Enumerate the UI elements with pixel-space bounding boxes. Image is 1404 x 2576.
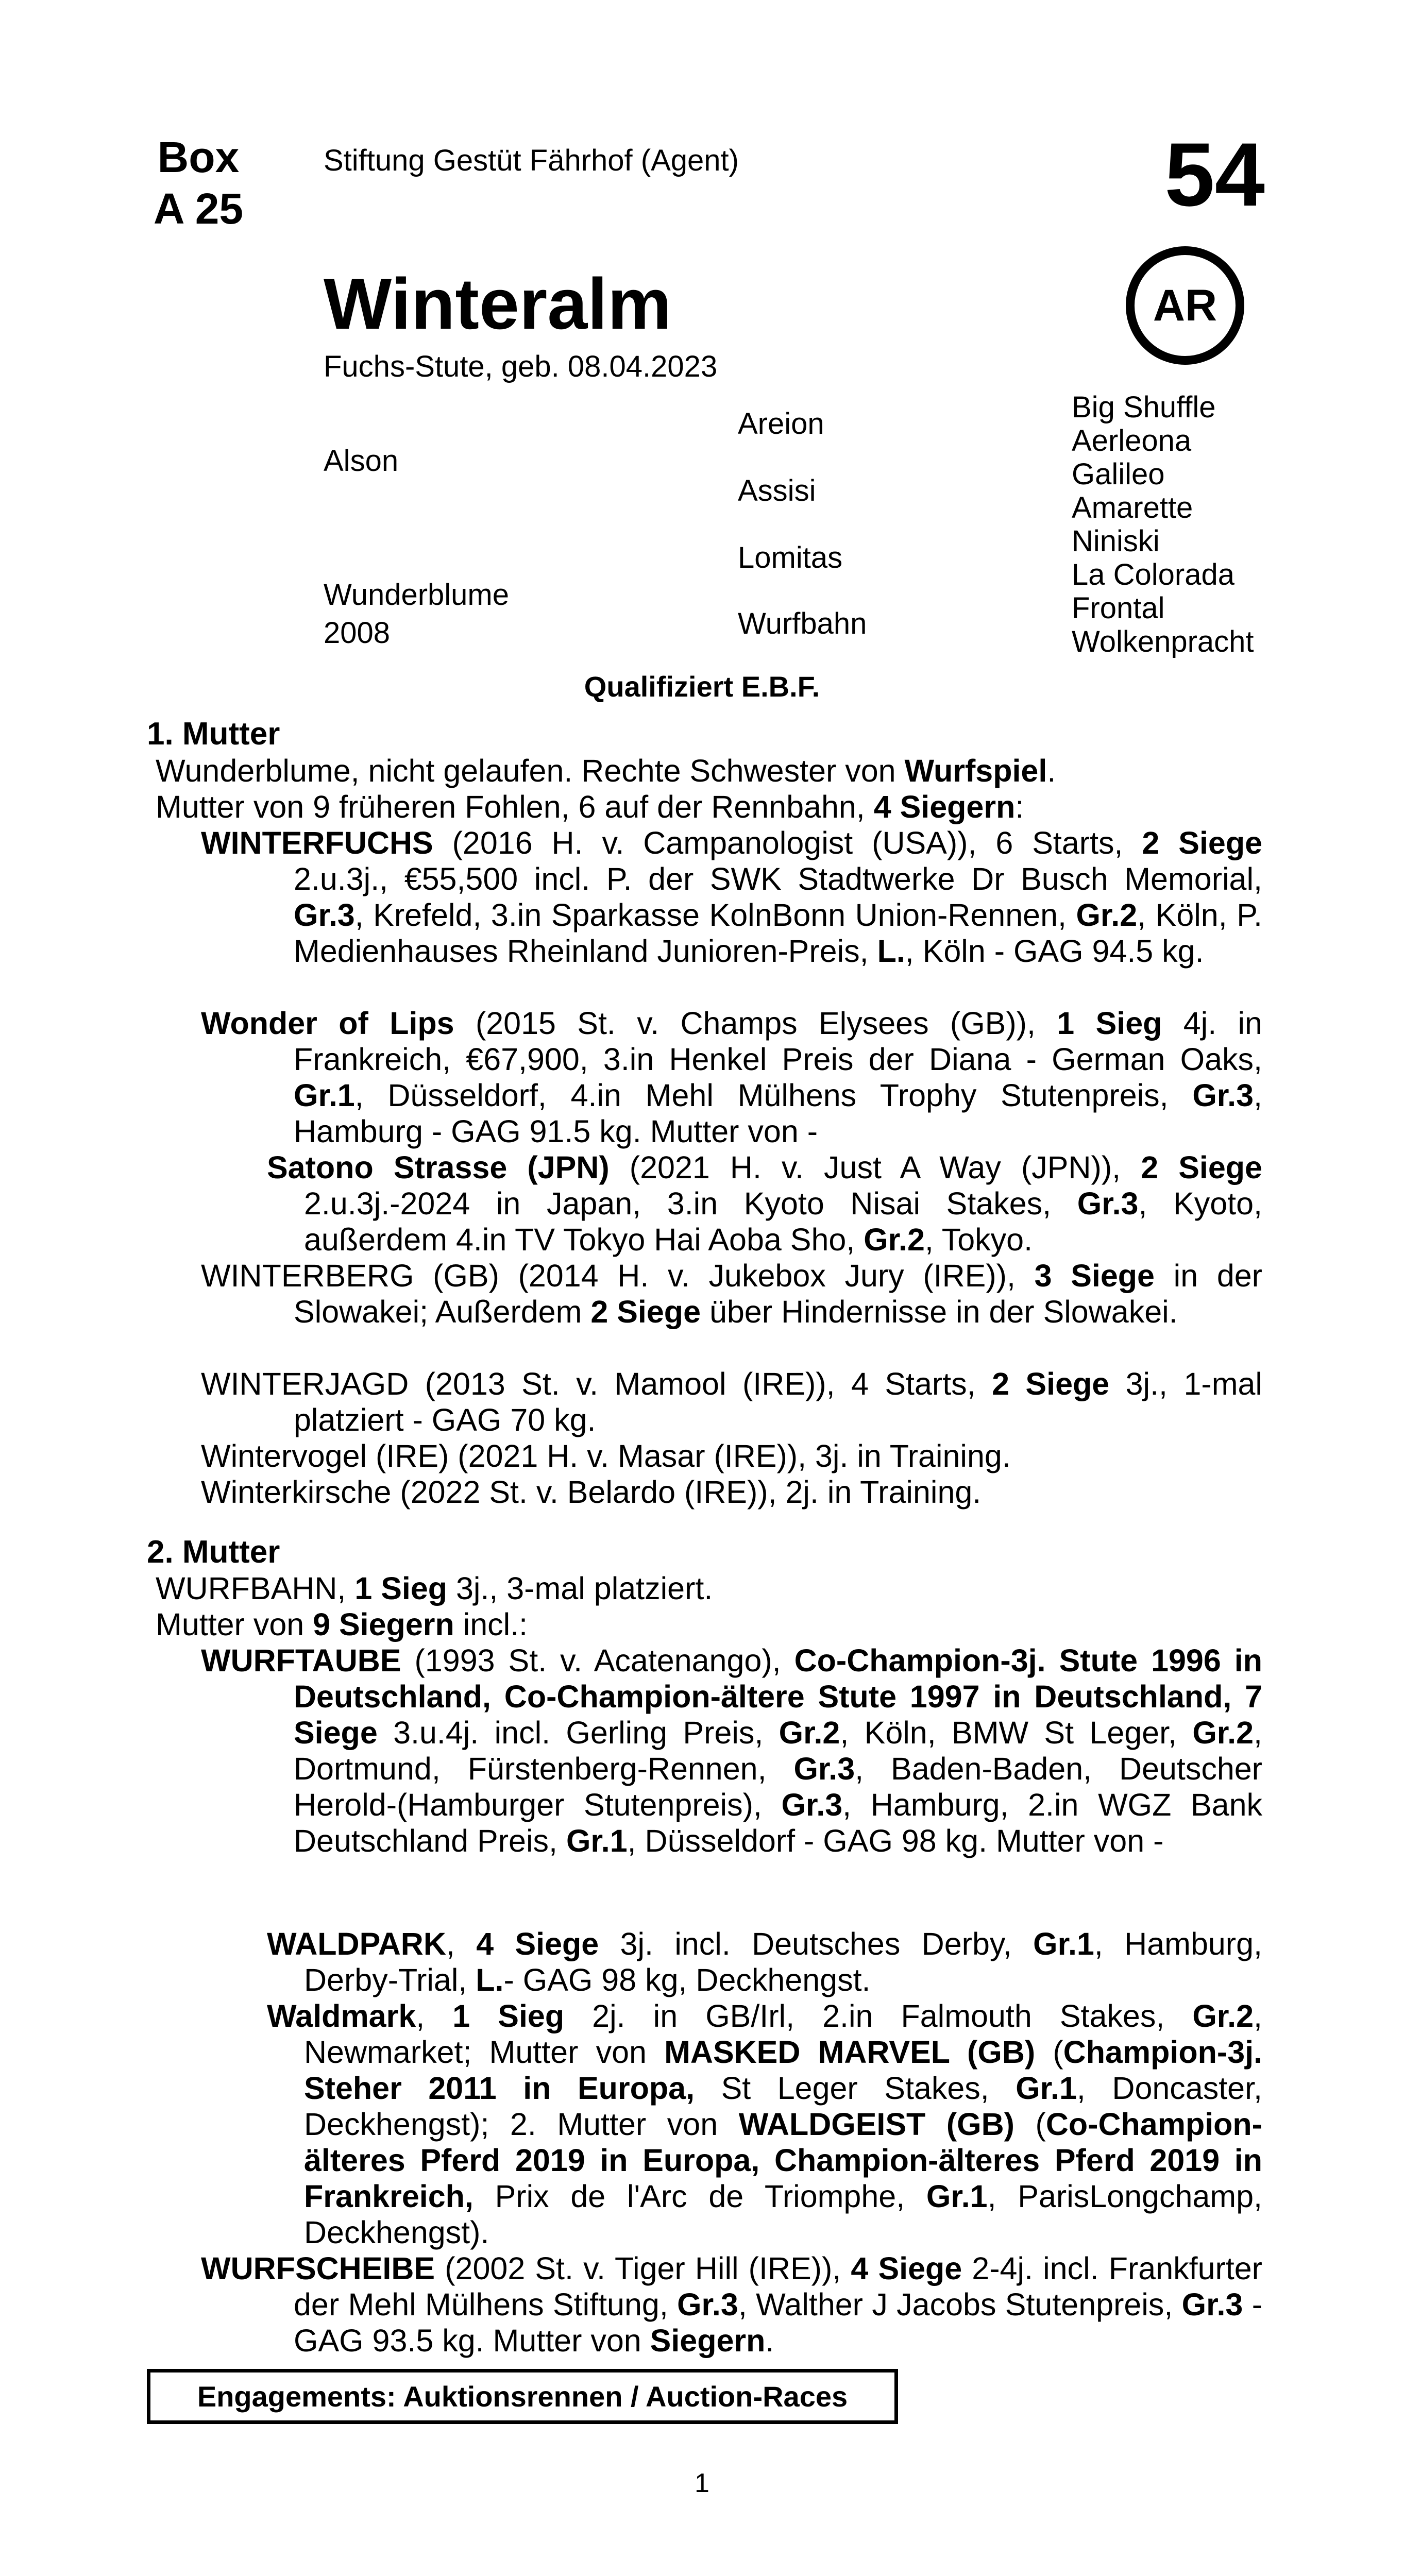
pedigree-great-grandparent: Frontal xyxy=(1072,591,1165,625)
section-heading-first-dam: 1. Mutter xyxy=(147,716,280,752)
pedigree-great-grandparent: Wolkenpracht xyxy=(1072,625,1254,658)
horse-description: Fuchs-Stute, geb. 08.04.2023 xyxy=(324,350,718,383)
pedigree-great-grandparent: Niniski xyxy=(1072,524,1160,558)
offspring-entry-waldpark: WALDPARK, 4 Siege 3j. incl. Deutsches Derby, Gr.1, Hamburg, Derby-Trial, L.- GAG 98 kg, Deckhengst. xyxy=(267,1926,1262,1997)
pedigree-great-grandparent: Amarette xyxy=(1072,491,1193,524)
ar-badge-text: AR xyxy=(1153,280,1217,330)
offspring-entry-winterberg: WINTERBERG (GB) (2014 H. v. Jukebox Jury (IRE)), 3 Siege in der Slowakei; Außerdem 2 Siege über Hindernisse in der Slowakei. xyxy=(201,1258,1262,1329)
offspring-entry-winterjagd: WINTERJAGD (2013 St. v. Mamool (IRE)), 4 Starts, 2 Siege 3j., 1-mal platziert - GAG 70 kg. xyxy=(201,1366,1262,1437)
first-dam-offspring-summary: Mutter von 9 früheren Fohlen, 6 auf der Rennbahn, 4 Siegern: xyxy=(156,789,1024,824)
second-dam-intro: WURFBAHN, 1 Sieg 3j., 3-mal platziert. xyxy=(156,1571,713,1606)
pedigree-grandparent: Assisi xyxy=(738,474,816,507)
lot-number: 54 xyxy=(1164,125,1265,225)
pedigree-grandparent: Areion xyxy=(738,407,824,440)
agent-name: Stiftung Gestüt Fährhof (Agent) xyxy=(324,144,739,177)
qualification-note: Qualifiziert E.B.F. xyxy=(584,670,820,703)
offspring-entry-waldmark: Waldmark, 1 Sieg 2j. in GB/Irl, 2.in Falmouth Stakes, Gr.2, Newmarket; Mutter von MASKED MARVEL (GB) (Champion-3j. Steher 2011 in Europa, St Leger Stakes, Gr.1, Doncaster, Deckhengst); 2. Mutter von WALDGEIST (GB) (Co-Champion-älteres Pferd 2019 in Europa, Champion-älteres Pferd 2019 in Frankreich, Prix de l'Arc de Triomphe, Gr.1, ParisLongchamp, Deckhengst). xyxy=(267,1998,1263,2250)
offspring-entry-wonder-of-lips: Wonder of Lips (2015 St. v. Champs Elysees (GB)), 1 Sieg 4j. in Frankreich, €67,900, 3.in Henkel Preis der Diana - German Oaks, Gr.1, Düsseldorf, 4.in Mehl Mülhens Trophy Stutenpreis, Gr.3, Hamburg - GAG 91.5 kg. Mutter von - xyxy=(201,1006,1262,1149)
pedigree-grandparent: Wurfbahn xyxy=(738,607,867,640)
offspring-entry-satono-strasse: Satono Strasse (JPN) (2021 H. v. Just A Way (JPN)), 2 Siege 2.u.3j.-2024 in Japan, 3.in Kyoto Nisai Stakes, Gr.3, Kyoto, außerdem 4.in TV Tokyo Hai Aoba Sho, Gr.2, Tokyo. xyxy=(267,1150,1263,1257)
pedigree-great-grandparent: Galileo xyxy=(1072,457,1165,491)
pedigree-grandparent: Lomitas xyxy=(738,541,843,574)
page-number: 1 xyxy=(695,2468,709,2498)
pedigree-great-grandparent: Big Shuffle xyxy=(1072,391,1216,424)
second-dam-offspring-summary: Mutter von 9 Siegern incl.: xyxy=(156,1607,528,1642)
box-line-1: Box xyxy=(157,133,240,181)
offspring-entry-winterkirsche: Winterkirsche (2022 St. v. Belardo (IRE)), 2j. in Training. xyxy=(201,1475,982,1510)
engagements-text: Engagements: Auktionsrennen / Auction-Races xyxy=(197,2380,848,2413)
pedigree-sire: Alson xyxy=(324,444,399,478)
ar-badge-icon xyxy=(1126,246,1244,365)
pedigree-great-grandparent: Aerleona xyxy=(1072,424,1192,457)
box-label xyxy=(129,131,268,234)
box-line-2: A 25 xyxy=(153,184,244,233)
section-heading-second-dam: 2. Mutter xyxy=(147,1534,280,1570)
pedigree-dam-year: 2008 xyxy=(324,616,391,650)
horse-name: Winteralm xyxy=(324,263,672,344)
offspring-entry-wurfscheibe: WURFSCHEIBE (2002 St. v. Tiger Hill (IRE)), 4 Siege 2-4j. incl. Frankfurter der Mehl Mülhens Stiftung, Gr.3, Walther J Jacobs Stutenpreis, Gr.3 - GAG 93.5 kg. Mutter von Siegern. xyxy=(201,2251,1263,2358)
offspring-entry-wintervogel: Wintervogel (IRE) (2021 H. v. Masar (IRE)), 3j. in Training. xyxy=(201,1438,1011,1473)
pedigree-dam: Wunderblume xyxy=(324,578,510,612)
engagements-box xyxy=(147,2369,898,2424)
pedigree-great-grandparent: La Colorada xyxy=(1072,558,1234,591)
offspring-entry-wurftaube: WURFTAUBE (1993 St. v. Acatenango), Co-Champion-3j. Stute 1996 in Deutschland, Co-Champion-ältere Stute 1997 in Deutschland, 7 Siege 3.u.4j. incl. Gerling Preis, Gr.2, Köln, BMW St Leger, Gr.2, Dortmund, Fürstenberg-Rennen, Gr.3, Baden-Baden, Deutscher Herold-(Hamburger Stutenpreis), Gr.3, Hamburg, 2.in WGZ Bank Deutschland Preis, Gr.1, Düsseldorf - GAG 98 kg. Mutter von - xyxy=(201,1643,1262,1858)
offspring-entry-winterfuchs: WINTERFUCHS (2016 H. v. Campanologist (USA)), 6 Starts, 2 Siege 2.u.3j., €55,500 incl. P. der SWK Stadtwerke Dr Busch Memorial, Gr.3, Krefeld, 3.in Sparkasse KolnBonn Union-Rennen, Gr.2, Köln, P. Medienhauses Rheinland Junioren-Preis, L., Köln - GAG 94.5 kg. xyxy=(201,825,1262,969)
first-dam-intro: Wunderblume, nicht gelaufen. Rechte Schwester von Wurfspiel. xyxy=(156,753,1056,788)
